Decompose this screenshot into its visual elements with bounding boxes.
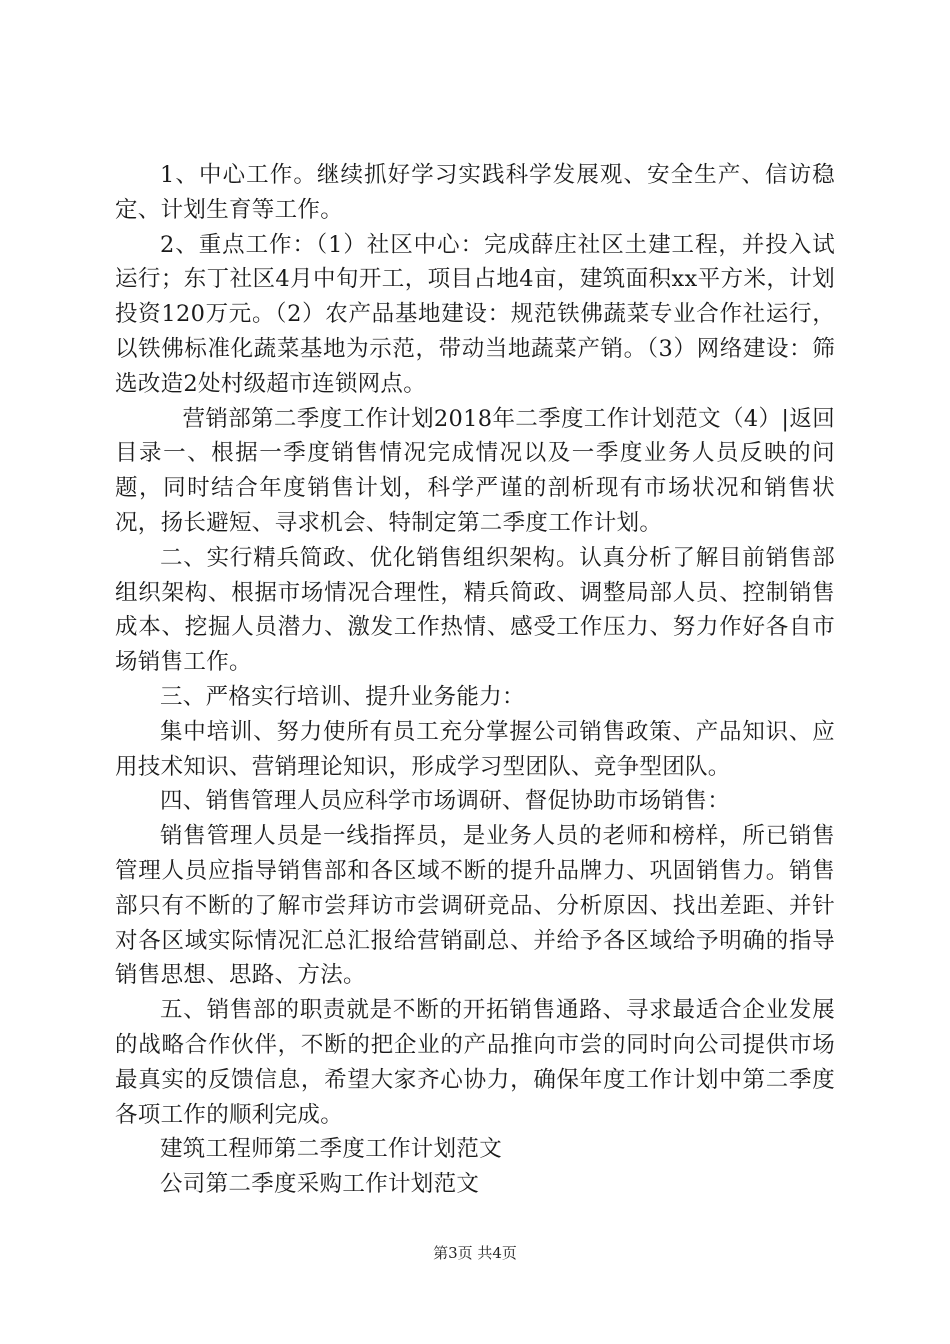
paragraph-sales-managers: 销售管理人员是一线指挥员，是业务人员的老师和榜样，所已销售管理人员应指导销售部和各区域不断的提升品牌力、巩固销售力。销售部只有不断的了解市尝拜访市尝调研竞品、分析原因、找出差距、并针对各区域实际情况汇总汇报给营销副总、并给予各区域给予明确的指导销售思想、思路、方法。: [115, 823, 835, 989]
paragraph-section-two: 二、实行精兵简政、优化销售组织架构。认真分析了解目前销售部组织架构、根据市场情况合理性，精兵简政、调整局部人员、控制销售成本、挖掘人员潜力、激发工作热情、感受工作压力、努力作好各自市场销售工作。: [115, 544, 835, 676]
paragraph-training: 集中培训、努力使所有员工充分掌握公司销售政策、产品知识、应用技术知识、营销理论知识，形成学习型团队、竞争型团队。: [115, 718, 835, 780]
paragraph-section-four-heading: 四、销售管理人员应科学市场调研、督促协助市场销售：: [160, 788, 731, 815]
paragraph-marketing-plan: 营销部第二季度工作计划2018年二季度工作计划范文（4）|返回目录一、根据一季度销售情况完成情况以及一季度业务人员反映的问题，同时结合年度销售计划，科学严谨的剖析现有市场状况和销售状况，扬长避短、寻求机会、特制定第二季度工作计划。: [115, 405, 835, 536]
page-number-footer: 第3页 共4页: [433, 1244, 517, 1262]
document-body: [115, 158, 835, 1202]
paragraph-related-title-1: 建筑工程师第二季度工作计划范文: [160, 1136, 503, 1163]
paragraph-central-work: 1、中心工作。继续抓好学习实践科学发展观、安全生产、信访稳定、计划生育等工作。: [115, 162, 835, 223]
paragraph-section-five: 五、销售部的职责就是不断的开拓销售通路、寻求最适合企业发展的战略合作伙伴，不断的把企业的产品推向市尝的同时向公司提供市场最真实的反馈信息，希望大家齐心协力，确保年度工作计划中第二季度各项工作的顺利完成。: [115, 997, 835, 1128]
paragraph-related-title-2: 公司第二季度采购工作计划范文: [160, 1171, 480, 1198]
paragraph-section-three-heading: 三、严格实行培训、提升业务能力：: [160, 683, 525, 710]
paragraph-key-work: 2、重点工作：（1）社区中心：完成薛庄社区土建工程，并投入试运行；东丁社区4月中旬开工，项目占地4亩，建筑面积xx平方米，计划投资120万元。（2）农产品基地建设：规范铁佛蔬菜专业合作社运行，以铁佛标准化蔬菜基地为示范，带动当地蔬菜产销。（3）网络建设：筛选改造2处村级超市连锁网点。: [115, 231, 835, 397]
